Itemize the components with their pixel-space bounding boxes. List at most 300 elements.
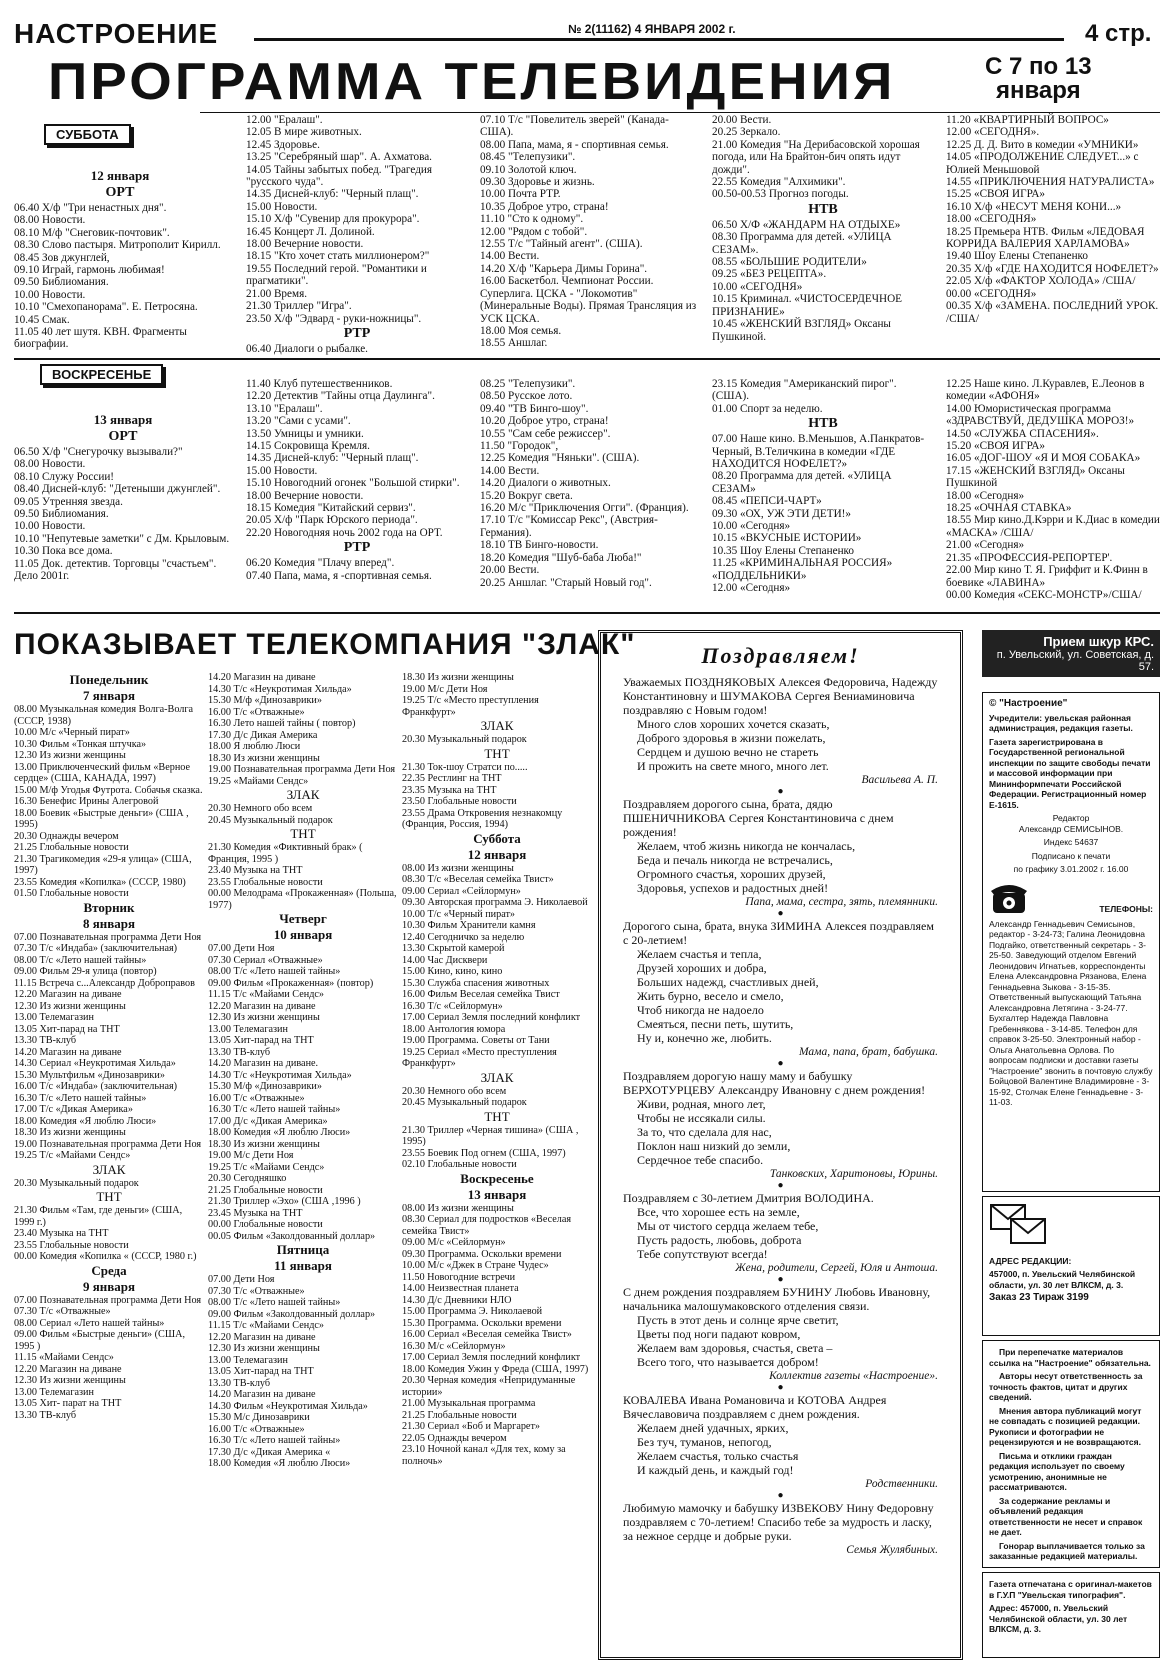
program-item: 19.25 «Майами Сендс» bbox=[208, 775, 309, 787]
program-item: 21.30 Триллер «Эхо» (США ,1996 ) bbox=[208, 1196, 361, 1207]
editorial-note: Мнения автора публикаций могут не совпадать с позицией редакции. Рукописи и фотографии не рецензируются и не возвращаются. bbox=[989, 1405, 1142, 1447]
program-item: 14.00 Час Дисквери bbox=[402, 954, 488, 966]
program-item: 15.30 М/ф «Динозаврики» bbox=[208, 1081, 322, 1092]
program-item: 18.25 «ОЧНАЯ СТАВКА» bbox=[946, 502, 1072, 515]
page-number: 4 стр. bbox=[1085, 20, 1152, 47]
program-item: 14.00 Неизвестная планета bbox=[402, 1283, 519, 1294]
greeting-verse-line: Много слов хороших хочется сказать, bbox=[637, 717, 830, 731]
program-item: 18.00 Комедия «Я люблю Люси» bbox=[208, 1458, 351, 1469]
program-item: 23.50 Х/ф "Эдвард - руки-ножницы". bbox=[246, 312, 422, 325]
program-item: 21.30 Сериал «Боб и Маргарет» bbox=[402, 1421, 540, 1432]
program-item: 18.00 «СЕГОДНЯ» bbox=[946, 213, 1037, 226]
date-heading: 9 января bbox=[82, 1278, 136, 1294]
program-item: 15.30 Служба спасения животных bbox=[402, 977, 550, 989]
greeting-verse-line: Желаем счастья, только счастья bbox=[637, 1449, 799, 1463]
program-item: 17.00 Т/с «Дикая Америка» bbox=[14, 1104, 133, 1115]
channel-heading: ТНТ bbox=[484, 745, 510, 761]
program-item: 11.05 Док. детектив. Торговцы "счастьем". Дело 2001г. bbox=[14, 557, 220, 583]
program-item: 20.45 Музыкальный подарок bbox=[208, 814, 333, 826]
bullet-separator: ● bbox=[777, 1058, 784, 1069]
greeting-verse-line: Сердечное тебе спасибо. bbox=[637, 1153, 764, 1167]
imprint-phones: Александр Геннадьевич Семисынов, редактор - 3-24-73; Галина Леонидовна Подгайко, ответственный секретарь - 3-25-50. Заведующий отделом Евгений Леонидович Игнатьев, корреспонденты Елена Александровна Рязанова, Елена Геннадьевна Зыкова - 3-15-35. Ответственный выпускающий Татьяна Александровна Летягина - 3-24-77. Бухгалтер Надежда Павловна Гребеннякова - 3-14-85. Телефон для справок 3-25-50. Электронный набор - Ольга Анатольевна Орлова. По вопросам подписки и доставки газеты "Настроение" звонить в почтовую службу Бойцовой Валентине Владимировне - 3-15-92, Столчак Елене Геннадьевне - 3-11-03. bbox=[989, 918, 1153, 1107]
program-item: 09.30 Здоровье и жизнь. bbox=[480, 176, 595, 189]
program-item: 06.50 Х/ф "Снегурочку вызывали?" bbox=[14, 446, 183, 458]
program-item: 10.00 Новости. bbox=[14, 288, 86, 301]
program-item: 17.00 Сериал Земля последний конфликт bbox=[402, 1352, 581, 1363]
program-item: 00.35 Х/ф «ЗАМЕНА. ПОСЛЕДНИЙ УРОК. /США/ bbox=[946, 300, 1161, 325]
program-item: 14.20 Магазин на диване. bbox=[208, 1058, 319, 1069]
program-item: 19.00 Познавательная программа Дети Ноя bbox=[208, 764, 396, 775]
program-item: 08.10 Служу России! bbox=[14, 470, 115, 483]
printing-box bbox=[982, 1572, 1160, 1658]
program-item: 23.55 Боевик Под огнем (США, 1997) bbox=[402, 1147, 566, 1159]
program-item: 19.00 Познавательная программа Дети Ноя bbox=[14, 1138, 202, 1150]
program-item: 16.00 Т/с «Отважные» bbox=[208, 1423, 305, 1435]
date-heading: Четверг bbox=[279, 911, 327, 926]
program-item: 14.30 Т/с «Неукротимая Хильда» bbox=[208, 1069, 352, 1081]
program-item: 11.15 Т/с «Майами Сендс» bbox=[208, 989, 324, 1000]
imprint-editor-label: Редактор bbox=[1052, 813, 1090, 823]
program-item: 21.35 «ПРОФЕССИЯ-РЕПОРТЕР'. bbox=[946, 551, 1113, 564]
phone-icon bbox=[989, 881, 1029, 915]
date-range-line1: С 7 по 13 bbox=[985, 53, 1092, 80]
program-item: 14.35 Дисней-клуб: "Черный плащ". bbox=[246, 452, 419, 465]
program-item: 22.35 Рестлинг на ТНТ bbox=[402, 773, 502, 784]
program-item: 20.00 Вести. bbox=[712, 114, 772, 126]
program-item: 13.00 Телемагазин bbox=[208, 1023, 288, 1035]
program-item: 09.30 Авторская программа Э. Николаевой bbox=[402, 897, 588, 908]
program-item: 20.30 Немного обо всем bbox=[402, 1085, 507, 1097]
program-item: 00.00 Глобальные новости bbox=[208, 1219, 323, 1230]
date-heading: 13 января bbox=[93, 412, 153, 427]
program-item: 15.20 «СВОЯ ИГРА» bbox=[946, 440, 1046, 453]
program-item: 00.00 «СЕГОДНЯ» bbox=[946, 287, 1037, 300]
program-item: 10.30 Фильм «Тонкая штучка» bbox=[14, 738, 147, 750]
program-item: 14.00 Юмористическая программа «ЗДРАВСТВУЙ, ДЕДУШКА МОРОЗ!» bbox=[946, 402, 1135, 428]
program-item: 08.00 Новости. bbox=[14, 458, 86, 471]
program-item: 21.30 Триллер «Черная тишина» (США , 1995) bbox=[402, 1124, 581, 1147]
program-item: 19.00 М/с Дети Ноя bbox=[402, 683, 488, 695]
program-item: 09.00 Фильм «Заколдованный доллар» bbox=[208, 1308, 376, 1320]
date-heading: 12 января bbox=[90, 168, 150, 183]
greeting-verse-line: Беда и печаль никогда не встречались, bbox=[637, 853, 833, 867]
greetings-box bbox=[598, 630, 963, 1660]
greeting-verse-line: Поклон наш низкий до земли, bbox=[637, 1139, 791, 1153]
channel-heading: НТВ bbox=[808, 201, 838, 217]
program-item: 21.25 Глобальные новости bbox=[402, 1409, 517, 1421]
program-item: 13.30 Скрытой камерой bbox=[402, 943, 505, 954]
program-item: 15.00 М/ф Угодья Футрота. Собачья сказка. bbox=[14, 784, 203, 796]
sunday-column-5 bbox=[946, 378, 1163, 601]
page-title: ПРОГРАММА ТЕЛЕВИДЕНИЯ bbox=[48, 53, 896, 111]
program-item: 18.30 Из жизни женщины bbox=[14, 1127, 126, 1138]
channel-heading: НТВ bbox=[808, 416, 838, 432]
program-item: 14.00 Вести. bbox=[480, 464, 540, 477]
program-item: 08.30 Слово пастыря. Митрополит Кирилл. bbox=[14, 239, 221, 252]
printing-info: Газета отпечатана с оригинал-макетов в Г.У.П "Увельская типография". bbox=[989, 1579, 1152, 1600]
greeting-verse-line: Пусть радость, любовь, доброта bbox=[637, 1233, 802, 1247]
program-item: 20.25 Зеркало. bbox=[712, 126, 781, 139]
program-item: 10.35 Доброе утро, страна! bbox=[480, 200, 609, 213]
program-item: 13.50 Умницы и умники. bbox=[246, 427, 364, 440]
order-info: Заказ 23 Тираж 3199 bbox=[989, 1292, 1089, 1303]
program-item: 00.00 Комедия «Копилка « (СССР, 1980 г.) bbox=[14, 1251, 197, 1262]
bullet-separator: ● bbox=[777, 1180, 784, 1191]
program-item: 18.20 Комедия "Шуб-баба Люба!" bbox=[480, 551, 642, 564]
program-item: 10.00 «СЕГОДНЯ» bbox=[712, 280, 803, 293]
date-heading: 12 января bbox=[467, 846, 527, 862]
saturday-column-3 bbox=[480, 114, 702, 350]
program-item: 20.30 Сегодняшко bbox=[208, 1173, 287, 1184]
program-item: 12.20 Магазин на диване bbox=[14, 1363, 122, 1375]
greeting-verse-line: Цветы под ноги падают ковром, bbox=[637, 1327, 801, 1341]
program-item: 06.20 Комедия "Плачу вперед". bbox=[246, 557, 395, 570]
program-item: 07.00 Наше кино. В.Меньшов, А.Панкратов-Черный, В.Теличкина в комедии «ГДЕ НАХОДИТСЯ НОФЕЛЕТ?» bbox=[712, 433, 925, 471]
program-item: 20.25 Аншлаг. "Старый Новый год". bbox=[480, 576, 652, 589]
program-item: 23.50 Глобальные новости bbox=[402, 796, 517, 807]
program-item: 21.30 Ток-шоу Стратси по..... bbox=[402, 761, 528, 773]
greeting-verse-line: Сердцем и душою вечно не стареть bbox=[637, 745, 819, 759]
bullet-separator: ● bbox=[777, 786, 784, 797]
imprint-editor: Александр СЕМИСЫНОВ. bbox=[1018, 823, 1124, 834]
program-item: 09.50 Библиомания. bbox=[14, 276, 109, 289]
program-item: 18.25 Премьера НТВ. Фильм «ЛЕДОВАЯ КОРРИДА ВАЛЕРИЯ ХАРЛАМОВА» bbox=[946, 225, 1148, 251]
program-item: 12.20 Магазин на диване bbox=[208, 1000, 316, 1012]
program-item: 12.20 Магазин на диване bbox=[14, 989, 122, 1000]
program-item: 08.25 "Телепузики". bbox=[480, 378, 576, 390]
program-item: 12.45 Здоровье. bbox=[246, 138, 320, 151]
greeting-signature: Мама, папа, брат, бабушка. bbox=[798, 1046, 938, 1058]
program-item: 02.10 Глобальные новости bbox=[402, 1159, 517, 1170]
program-item: 19.40 Шоу Елены Степаненко bbox=[946, 250, 1089, 263]
zlak-column-3 bbox=[402, 672, 592, 1467]
channel-heading: ЗЛАК bbox=[480, 718, 514, 733]
channel-heading: ЗЛАК bbox=[286, 787, 320, 802]
program-item: 07.00 Дети Ноя bbox=[208, 943, 275, 954]
sunday-column-1 bbox=[14, 412, 232, 582]
date-heading: Понедельник bbox=[69, 672, 149, 687]
program-item: 10.00 «Сегодня» bbox=[712, 520, 791, 533]
program-item: 20.45 Музыкальный подарок bbox=[402, 1097, 527, 1108]
address-label: АДРЕС РЕДАКЦИИ: bbox=[989, 1255, 1072, 1266]
program-item: 15.10 Новогодний огонек "Большой стирки". bbox=[246, 477, 460, 490]
imprint-founder: Учредители: увельская районная администрация, редакция газеты. bbox=[989, 712, 1133, 733]
program-item: 00.00 Мелодрама «Прокаженная» (Польша, 1977) bbox=[208, 888, 400, 911]
program-item: 12.00 «СЕГОДНЯ». bbox=[946, 126, 1040, 139]
program-item: 16.20 М/с "Приключения Огги". (Франция). bbox=[480, 502, 689, 515]
greeting-signature: Семья Жулябиных. bbox=[846, 1544, 938, 1556]
program-item: 13.30 ТВ-клуб bbox=[14, 1409, 77, 1421]
program-item: 21.30 Триллер "Игра". bbox=[246, 300, 352, 313]
greeting-verse-line: Ну и, конечно же, любить. bbox=[637, 1031, 772, 1045]
program-item: 20.30 Музыкальный подарок bbox=[14, 1177, 139, 1189]
program-item: 08.45 «ПЕПСИ-ЧАРТ» bbox=[712, 495, 822, 508]
greeting-verse-line: За то, что сделала для нас, bbox=[637, 1125, 772, 1139]
program-item: 10.55 "Сам себе режиссер". bbox=[480, 427, 611, 440]
greeting-verse-line: Всего того, что называется добром! bbox=[637, 1355, 819, 1369]
program-item: 14.30 Сериал «Неукротимая Хильда» bbox=[14, 1058, 176, 1069]
program-item: 09.10 Золотой ключ. bbox=[480, 163, 577, 176]
channel-heading: ЗЛАК bbox=[480, 1069, 514, 1085]
date-heading: 11 января bbox=[274, 1258, 332, 1273]
greeting-verse-line: Мы от чистого сердца желаем тебе, bbox=[637, 1219, 819, 1233]
program-item: 12.25 Д. Д. Вито в комедии «УМНИКИ» bbox=[946, 138, 1139, 151]
program-item: 20.30 Однажды вечером bbox=[14, 830, 119, 842]
program-item: 08.00 Новости. bbox=[14, 214, 86, 227]
program-item: 08.00 Т/с «Лето нашей тайны» bbox=[208, 966, 341, 977]
program-item: 14.20 Магазин на диване bbox=[14, 1046, 122, 1058]
zlak-column-1 bbox=[14, 672, 204, 1421]
program-item: 11.40 Клуб путешественников. bbox=[246, 378, 393, 390]
program-item: 11.05 40 лет шутя. KBH. Фрагменты биографии. bbox=[14, 326, 190, 351]
greeting-verse-line: Желаем, чтоб жизнь никогда не кончалась, bbox=[637, 839, 856, 853]
ad-title: Прием шкур КРС. bbox=[1043, 634, 1154, 649]
program-item: 21.00 Музыкальная программа bbox=[402, 1398, 536, 1409]
program-item: 21.25 Глобальные новости bbox=[14, 842, 129, 853]
program-item: 16.30 Лето нашей тайны ( повтор) bbox=[208, 718, 356, 729]
program-item: 08.40 Дисней-клуб: "Детеныши джунглей". bbox=[14, 483, 221, 496]
greeting-verse-line: Все, что хорошее есть на земле, bbox=[637, 1205, 800, 1219]
program-item: 14.30 Т/с «Неукротимая Хильда» bbox=[208, 683, 352, 695]
program-item: 09.00 Фильм «Быстрые деньги» (США, 1995 ) bbox=[14, 1329, 188, 1352]
program-item: 14.20 Магазин на диване bbox=[208, 672, 316, 683]
program-item: 20.05 Х/ф "Парк Юрского периода". bbox=[246, 514, 418, 527]
program-item: 16.00 Сериал «Веселая семейка Твист» bbox=[402, 1329, 572, 1340]
channel-heading: ЗЛАК bbox=[92, 1161, 126, 1177]
program-item: 16.05 «ДОГ-ШОУ «Я И МОЯ СОБАКА» bbox=[946, 452, 1141, 465]
program-item: 19.00 М/с Дети Ноя bbox=[208, 1150, 294, 1161]
program-item: 13.30 ТВ-клуб bbox=[208, 1377, 271, 1389]
editorial-note: Авторы несут ответственность за точность фактов, цитат и других сведений. bbox=[989, 1371, 1143, 1402]
program-item: 09.40 "ТВ Бинго-шоу". bbox=[480, 402, 589, 415]
program-item: 12.25 Наше кино. Л.Куравлев, Е.Леонов в комедии «АФОНЯ» bbox=[946, 378, 1148, 403]
program-item: 14.20 Магазин на диване bbox=[208, 1389, 316, 1400]
program-item: 18.00 Боевик «Быстрые деньги» (США , 1995) bbox=[14, 807, 192, 830]
editorial-note: Письма и отклики граждан редакция использует по своему усмотрению, анонимные не рассматриваются. bbox=[989, 1450, 1125, 1492]
program-item: 08.00 Музыкальная комедия Волга-Волга (СССР, 1938) bbox=[14, 704, 196, 727]
program-item: 15.30 Программа. Оскольки времени bbox=[402, 1317, 562, 1329]
program-item: 10.30 Фильм Хранители камня bbox=[402, 920, 536, 931]
sunday-column-4 bbox=[712, 378, 934, 595]
program-item: 21.30 Фильм «Там, где деньги» (США, 1999 г.) bbox=[14, 1205, 185, 1228]
program-item: 16.00 Т/с «Индаба» (заключительная) bbox=[14, 1081, 178, 1092]
greeting-verse-line: Больших надежд, счастливых дней, bbox=[637, 975, 819, 989]
editorial-note: Гонорар выплачивается только за заказанные редакцией материалы. bbox=[989, 1540, 1145, 1561]
program-item: 21.00 Комедия "На Дерибасовской хорошая погода, или На Брайтон-бич опять идут дожди". bbox=[712, 138, 923, 176]
editorial-note: При перепечатке материалов ссылка на "Настроение" обязательна. bbox=[989, 1347, 1151, 1368]
program-item: 18.55 Аншлаг. bbox=[480, 337, 548, 350]
program-item: 23.55 Глобальные новости bbox=[14, 1239, 129, 1251]
program-item: 20.35 Х/ф «ГДЕ НАХОДИТСЯ НОФЕЛЕТ?» bbox=[946, 262, 1159, 275]
program-item: 00.50-00.53 Прогноз погоды. bbox=[712, 188, 849, 201]
program-item: 06.40 Х/ф "Три ненастных дня". bbox=[14, 202, 167, 214]
program-item: 08.00 Из жизни женщины bbox=[402, 862, 514, 874]
greeting-text: КОВАЛЕВА Ивана Романовича и КОТОВА Андрея Вячеславовича поздравляем с днем рождения. bbox=[623, 1393, 887, 1421]
program-item: 17.00 Д/с «Дикая Америка» bbox=[208, 1115, 328, 1127]
address-text: 457000, п. Увельский Челябинской области, ул. 30 лет ВЛКСМ, д. 3. bbox=[989, 1269, 1136, 1290]
program-item: 22.00 Мир кино Т. Я. Гриффит и К.Финн в боевике «ЛАВИНА» bbox=[946, 564, 1151, 589]
greeting-verse-line: Живи, родная, много лет, bbox=[637, 1097, 766, 1111]
program-item: 08.00 Т/с «Лето нашей тайны» bbox=[14, 954, 147, 966]
program-item: 15.30 Мультфильм «Динозаврики» bbox=[14, 1069, 165, 1081]
channel-heading: ОРТ bbox=[108, 429, 138, 444]
program-item: 10.30 Пока все дома. bbox=[14, 545, 113, 558]
program-item: 06.50 Х/Ф «ЖАНДАРМ НА ОТДЫХЕ» bbox=[712, 218, 901, 231]
divider bbox=[200, 112, 1160, 113]
program-item: 17.00 Сериал Земля последний конфликт bbox=[402, 1012, 581, 1023]
program-item: 07.00 Познавательная программа Дети Ноя bbox=[14, 1294, 202, 1306]
program-item: 12.30 Из жизни женщины bbox=[208, 1012, 320, 1023]
channel-heading: ТНТ bbox=[290, 826, 316, 841]
program-item: 08.20 Программа для детей. «УЛИЦА СЕЗАМ» bbox=[712, 470, 895, 495]
program-item: 17.30 Д/с «Дикая Америка « bbox=[208, 1446, 331, 1458]
program-item: 23.55 Драма Откровения незнакомцу (Франция, Россия, 1994) bbox=[402, 807, 565, 830]
program-item: 10.10 "Непутевые заметки" с Дм. Крыловым. bbox=[14, 532, 230, 545]
saturday-column-2 bbox=[246, 114, 468, 355]
program-item: 08.30 Т/с «Веселая семейка Твист» bbox=[402, 874, 554, 885]
date-heading: Среда bbox=[91, 1262, 127, 1278]
program-item: 14.30 Д/с Дневники НЛО bbox=[402, 1294, 512, 1306]
channel-heading: ОРТ bbox=[105, 185, 135, 200]
program-item: 23.35 Музыка на ТНТ bbox=[402, 784, 497, 796]
imprint-signed: Подписано к печати bbox=[1031, 850, 1111, 861]
program-item: 12.30 Из жизни женщины bbox=[14, 750, 126, 761]
program-item: 11.20 «КВАРТИРНЫЙ ВОПРОС» bbox=[946, 114, 1109, 126]
program-item: 14.05 «ПРОДОЛЖЕНИЕ СЛЕДУЕТ...» с Юлией Меньшовой bbox=[946, 151, 1142, 176]
zlak-title: ПОКАЗЫВАЕТ ТЕЛЕКОМПАНИЯ "ЗЛАК" bbox=[14, 628, 636, 661]
issue-number: № 2(11162) 4 ЯНВАРЯ 2002 г. bbox=[568, 22, 736, 36]
program-item: 22.20 Новогодняя ночь 2002 года на ОРТ. bbox=[246, 526, 443, 539]
greeting-verse-line: Чтоб никогда не надоело bbox=[637, 1003, 764, 1017]
program-item: 20.30 Немного обо всем bbox=[208, 803, 313, 814]
program-item: 21.00 «Сегодня» bbox=[946, 539, 1025, 552]
imprint-registration: Газета зарегистрирована в Государственной региональной инспекции по защите свободы печати и массовой информации при Мининформпечати Российской Федерации. Регистрационный номер Е-1615. bbox=[989, 736, 1151, 810]
date-heading: Суббота bbox=[473, 830, 521, 846]
date-heading: Вторник bbox=[83, 899, 135, 915]
saturday-label: СУББОТА bbox=[44, 124, 131, 145]
program-item: 17.30 Д/с Дикая Америка bbox=[208, 729, 318, 741]
program-item: 21.00 Время. bbox=[246, 287, 308, 300]
program-item: 13.20 "Сами с усами". bbox=[246, 415, 351, 428]
bullet-separator: ● bbox=[777, 908, 784, 919]
program-item: 21.30 Трагикомедия «29-я улица» (США, 1997) bbox=[14, 853, 195, 876]
program-item: 15.00 Новости. bbox=[246, 464, 318, 477]
program-item: 13.10 "Ералаш". bbox=[246, 402, 323, 415]
program-item: 08.30 Сериал для подростков «Веселая семейка Твист» bbox=[402, 1214, 574, 1237]
program-item: 10.45 «ЖЕНСКИЙ ВЗГЛЯД» Оксаны Пушкиной. bbox=[712, 318, 894, 343]
program-item: 12.30 Из жизни женщины bbox=[14, 1000, 126, 1012]
channel-heading: ТНТ bbox=[484, 1108, 510, 1124]
program-item: 11.25 «КРИМИНАЛЬНАЯ РОССИЯ» «ПОДДЕЛЬНИКИ» bbox=[712, 557, 895, 582]
program-item: 16.45 Концерт Л. Долиной. bbox=[246, 225, 375, 238]
greeting-text: Поздравляем дорогого сына, брата, дядю ПШЕНИЧНИКОВА Сергея Константиновича с днем рождения! bbox=[623, 797, 894, 839]
program-item: 12.00 «Сегодня» bbox=[712, 582, 791, 595]
program-item: 11.15 «Майами Сендс» bbox=[14, 1352, 114, 1363]
program-item: 00.00 Комедия «СЕКС-МОНСТР»/США/ bbox=[946, 588, 1142, 601]
program-item: 13.30 ТВ-клуб bbox=[14, 1035, 77, 1046]
program-item: 11.15 Т/с «Майами Сендс» bbox=[208, 1320, 324, 1331]
program-item: 18.00 «Сегодня» bbox=[946, 489, 1025, 502]
program-item: 13.25 "Серебряный шар". А. Ахматова. bbox=[246, 151, 432, 164]
program-item: 19.55 Последний герой. "Романтики и прагматики". bbox=[246, 262, 430, 288]
ad-address: п. Увельский, ул. Советская, д. 57. bbox=[996, 649, 1154, 673]
program-item: 09.10 Играй, гармонь любимая! bbox=[14, 264, 165, 277]
program-item: 16.10 Х/ф «НЕСУТ МЕНЯ КОНИ...» bbox=[946, 200, 1122, 213]
greeting-verse-line: Смеяться, песни петь, шутить, bbox=[637, 1017, 794, 1031]
program-item: 11.50 Новогодние встречи bbox=[402, 1271, 516, 1283]
program-item: 08.30 Программа для детей. «УЛИЦА СЕЗАМ». bbox=[712, 231, 895, 256]
program-item: 15.20 Вокруг света. bbox=[480, 489, 573, 502]
program-item: 18.00 Антология юмора bbox=[402, 1023, 506, 1035]
program-item: 13.05 Хит-парад на ТНТ bbox=[208, 1366, 314, 1377]
program-item: 09.30 «ОХ, УЖ ЭТИ ДЕТИ!» bbox=[712, 507, 851, 520]
channel-heading: РТР bbox=[343, 325, 371, 341]
program-item: 10.15 Криминал. «ЧИСТОСЕРДЕЧНОЕ ПРИЗНАНИЕ» bbox=[712, 293, 905, 318]
program-item: 23.40 Музыка на ТНТ bbox=[208, 865, 303, 876]
section-name: НАСТРОЕНИЕ bbox=[14, 18, 219, 49]
greeting-verse-line: Друзей хороших и добра, bbox=[637, 961, 767, 975]
greeting-verse-line: Доброго здоровья в жизни пожелать, bbox=[637, 731, 826, 745]
program-item: 19.25 Сериал «Место преступления Франкфурт» bbox=[402, 1046, 560, 1069]
imprint-index: Индекс 54637 bbox=[1043, 837, 1099, 847]
greeting-signature: Васильева А. П. bbox=[861, 774, 938, 786]
greeting-text: Любимую мамочку и бабушку ИЗВЕКОВУ Нину Федоровну поздравляем с 70-летием! Спасибо тебе за мудрость и ласку, за нежное сердце и добрые руки. bbox=[623, 1501, 934, 1543]
divider bbox=[14, 358, 1160, 360]
program-item: 12.40 Сегодничко за неделю bbox=[402, 931, 525, 943]
program-item: 18.15 Комедия "Китайский сервиз". bbox=[246, 502, 416, 515]
program-item: 14.30 Фильм «Неукротимая Хильда» bbox=[208, 1400, 368, 1412]
program-item: 18.15 "Кто хочет стать миллионером?" bbox=[246, 250, 430, 263]
program-item: 15.25 «СВОЯ ИГРА» bbox=[946, 188, 1046, 201]
program-item: 17.10 Т/с "Комиссар Рекс", (Австрия-Германия). bbox=[480, 514, 658, 539]
program-item: 12.00 "Рядом с тобой". bbox=[480, 225, 588, 238]
program-item: 07.30 Т/с «Отважные» bbox=[14, 1306, 111, 1317]
program-item: 07.30 Сериал «Отважные» bbox=[208, 954, 323, 966]
program-item: 18.00 Моя семья. bbox=[480, 324, 562, 337]
program-item: 08.00 Т/с «Лето нашей тайны» bbox=[208, 1297, 341, 1308]
greeting-verse-line: И прожить на свете много, много лет. bbox=[637, 759, 829, 773]
program-item: 16.30 Т/с «Сейлормун» bbox=[402, 1000, 503, 1012]
program-item: 00.05 Фильм «Заколдованный доллар» bbox=[208, 1230, 376, 1242]
program-item: 13.00 Телемагазин bbox=[14, 1386, 94, 1398]
program-item: 18.00 Вечерние новости. bbox=[246, 238, 364, 251]
program-item: 20.00 Вести. bbox=[480, 564, 540, 577]
program-item: 14.15 Сокровища Кремля. bbox=[246, 440, 370, 453]
program-item: 07.30 Т/с «Индаба» (заключительная) bbox=[14, 943, 178, 954]
program-item: 12.05 В мире животных. bbox=[246, 126, 362, 139]
program-item: 09.00 М/с «Сейлормун» bbox=[402, 1237, 506, 1248]
program-item: 12.30 Из жизни женщины bbox=[208, 1343, 320, 1354]
zlak-column-2 bbox=[208, 672, 398, 1470]
program-item: 10.00 М/с «Джек в Стране Чудес» bbox=[402, 1260, 549, 1271]
program-item: 11.50 "Городок", bbox=[480, 440, 559, 453]
channel-heading: РТР bbox=[343, 540, 371, 556]
date-heading: 13 января bbox=[467, 1186, 527, 1202]
date-heading: Воскресенье bbox=[460, 1170, 534, 1186]
program-item: 08.10 М/ф "Снеговик-почтовик". bbox=[14, 226, 170, 239]
envelope-icon bbox=[989, 1203, 1049, 1247]
program-item: 21.30 Комедия «Фиктивный брак» ( Франция, 1995 ) bbox=[208, 842, 366, 865]
date-heading: 8 января bbox=[82, 915, 136, 931]
hide-purchase-ad bbox=[982, 630, 1160, 677]
imprint-copyright: © "Настроение" bbox=[989, 698, 1068, 709]
program-item: 15.10 Х/ф "Сувенир для прокурора". bbox=[246, 213, 420, 226]
program-item: 21.25 Глобальные новости bbox=[208, 1184, 323, 1196]
program-item: 13.05 Хит-парад на ТНТ bbox=[208, 1035, 314, 1046]
greeting-signature: Коллектив газеты «Настроение». bbox=[769, 1370, 938, 1382]
program-item: 15.00 Кино, кино, кино bbox=[402, 966, 503, 977]
program-item: 16.30 Бенефис Ирины Алегровой bbox=[14, 796, 159, 807]
